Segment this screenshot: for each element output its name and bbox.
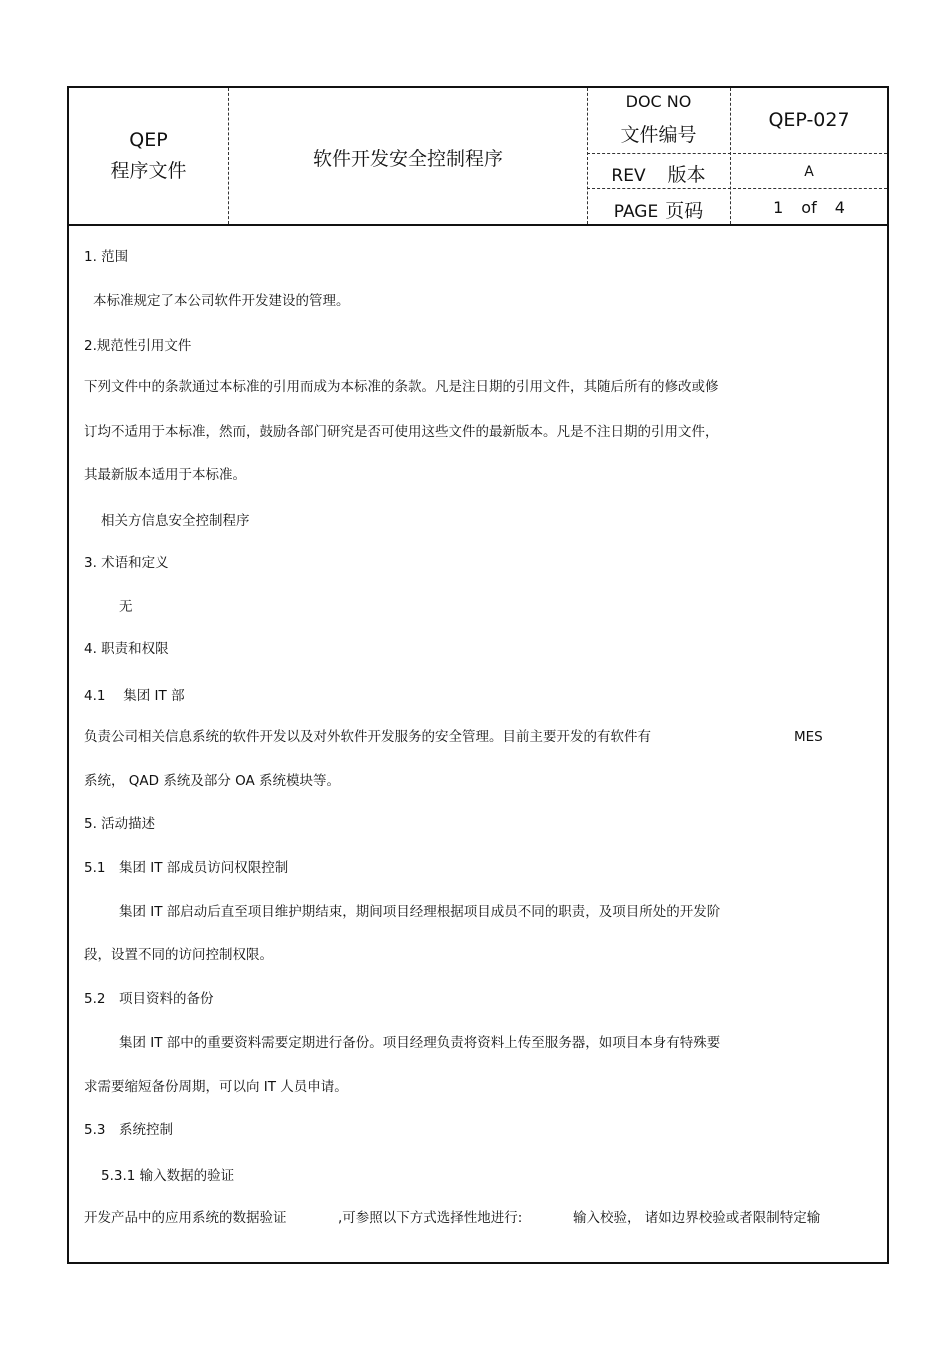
section-2-paragraph: 订均不适用于本标准，然而，鼓励各部门研究是否可使用这些文件的最新版本。凡是不注日期的引用文件， <box>84 424 719 440</box>
page-of: of <box>801 198 817 217</box>
rev-label <box>587 160 730 187</box>
section-2-paragraph: 下列文件中的条款通过本标准的引用而成为本标准的条款。凡是注日期的引用文件，其随后所有的修改或修 <box>84 379 719 395</box>
section-5-3-1-paragraph: 输入校验， 诸如边界校验或者限制特定输 <box>573 1210 821 1226</box>
doc-title: 软件开发安全控制程序 <box>312 148 503 170</box>
section-5-3-1-heading: 5.3.1 输入数据的验证 <box>101 1168 235 1184</box>
org-line-2: 程序文件 <box>110 160 187 182</box>
section-5-3-1-paragraph: 开发产品中的应用系统的数据验证 <box>84 1210 287 1226</box>
section-2-heading: 2.规范性引用文件 <box>84 338 192 354</box>
section-3-text: 无 <box>119 599 133 615</box>
section-2-reference: 相关方信息安全控制程序 <box>101 513 250 529</box>
rev-value: A <box>804 164 814 180</box>
org-label <box>69 125 228 187</box>
page-label <box>587 196 730 223</box>
section-3-heading: 3. 术语和定义 <box>84 555 169 571</box>
section-1-text: 本标准规定了本公司软件开发建设的管理。 <box>93 293 350 309</box>
page-label-en: PAGE <box>613 202 659 222</box>
section-5-3-1-paragraph: ,可参照以下方式选择性地进行: <box>338 1210 523 1226</box>
rev-label-cn: 版本 <box>667 164 706 186</box>
org-line-1: QEP <box>129 129 168 151</box>
section-5-1-paragraph: 段，设置不同的访问控制权限。 <box>84 947 273 963</box>
section-5-2-paragraph: 集团 IT 部中的重要资料需要定期进行备份。项目经理负责将资料上传至服务器，如项目本身有特殊要 <box>119 1035 721 1051</box>
section-5-2-paragraph: 求需要缩短备份周期，可以向 IT 人员申请。 <box>84 1079 348 1095</box>
page-current: 1 <box>773 198 784 217</box>
page-number <box>731 198 887 217</box>
page-total: 4 <box>834 198 845 217</box>
section-4-1-paragraph: 负责公司相关信息系统的软件开发以及对外软件开发服务的安全管理。目前主要开发的有软件有 <box>84 729 651 745</box>
section-4-1-paragraph-tail: MES <box>794 729 823 745</box>
page-label-cn: 页码 <box>665 200 704 222</box>
section-4-heading: 4. 职责和权限 <box>84 641 169 657</box>
header-divider <box>587 188 887 189</box>
section-5-3-heading: 5.3 系统控制 <box>84 1122 173 1138</box>
section-1-heading: 1. 范围 <box>84 249 129 265</box>
section-2-paragraph: 其最新版本适用于本标准。 <box>84 467 246 483</box>
doc-no-label-en: DOC NO <box>625 92 692 111</box>
section-5-1-heading: 5.1 集团 IT 部成员访问权限控制 <box>84 860 289 876</box>
section-4-1-heading: 4.1 集团 IT 部 <box>84 688 185 704</box>
doc-no-label-cn: 文件编号 <box>620 124 697 146</box>
document-header <box>69 88 887 226</box>
header-divider <box>587 153 887 154</box>
rev-label-en: REV <box>611 166 646 186</box>
section-5-heading: 5. 活动描述 <box>84 816 156 832</box>
section-4-1-paragraph: 系统， QAD 系统及部分 OA 系统模块等。 <box>84 773 341 789</box>
section-5-2-heading: 5.2 项目资料的备份 <box>84 991 214 1007</box>
section-5-1-paragraph: 集团 IT 部启动后直至项目维护期结束，期间项目经理根据项目成员不同的职责，及项目所处的开发阶 <box>119 904 721 920</box>
doc-no-value: QEP-027 <box>768 109 850 131</box>
